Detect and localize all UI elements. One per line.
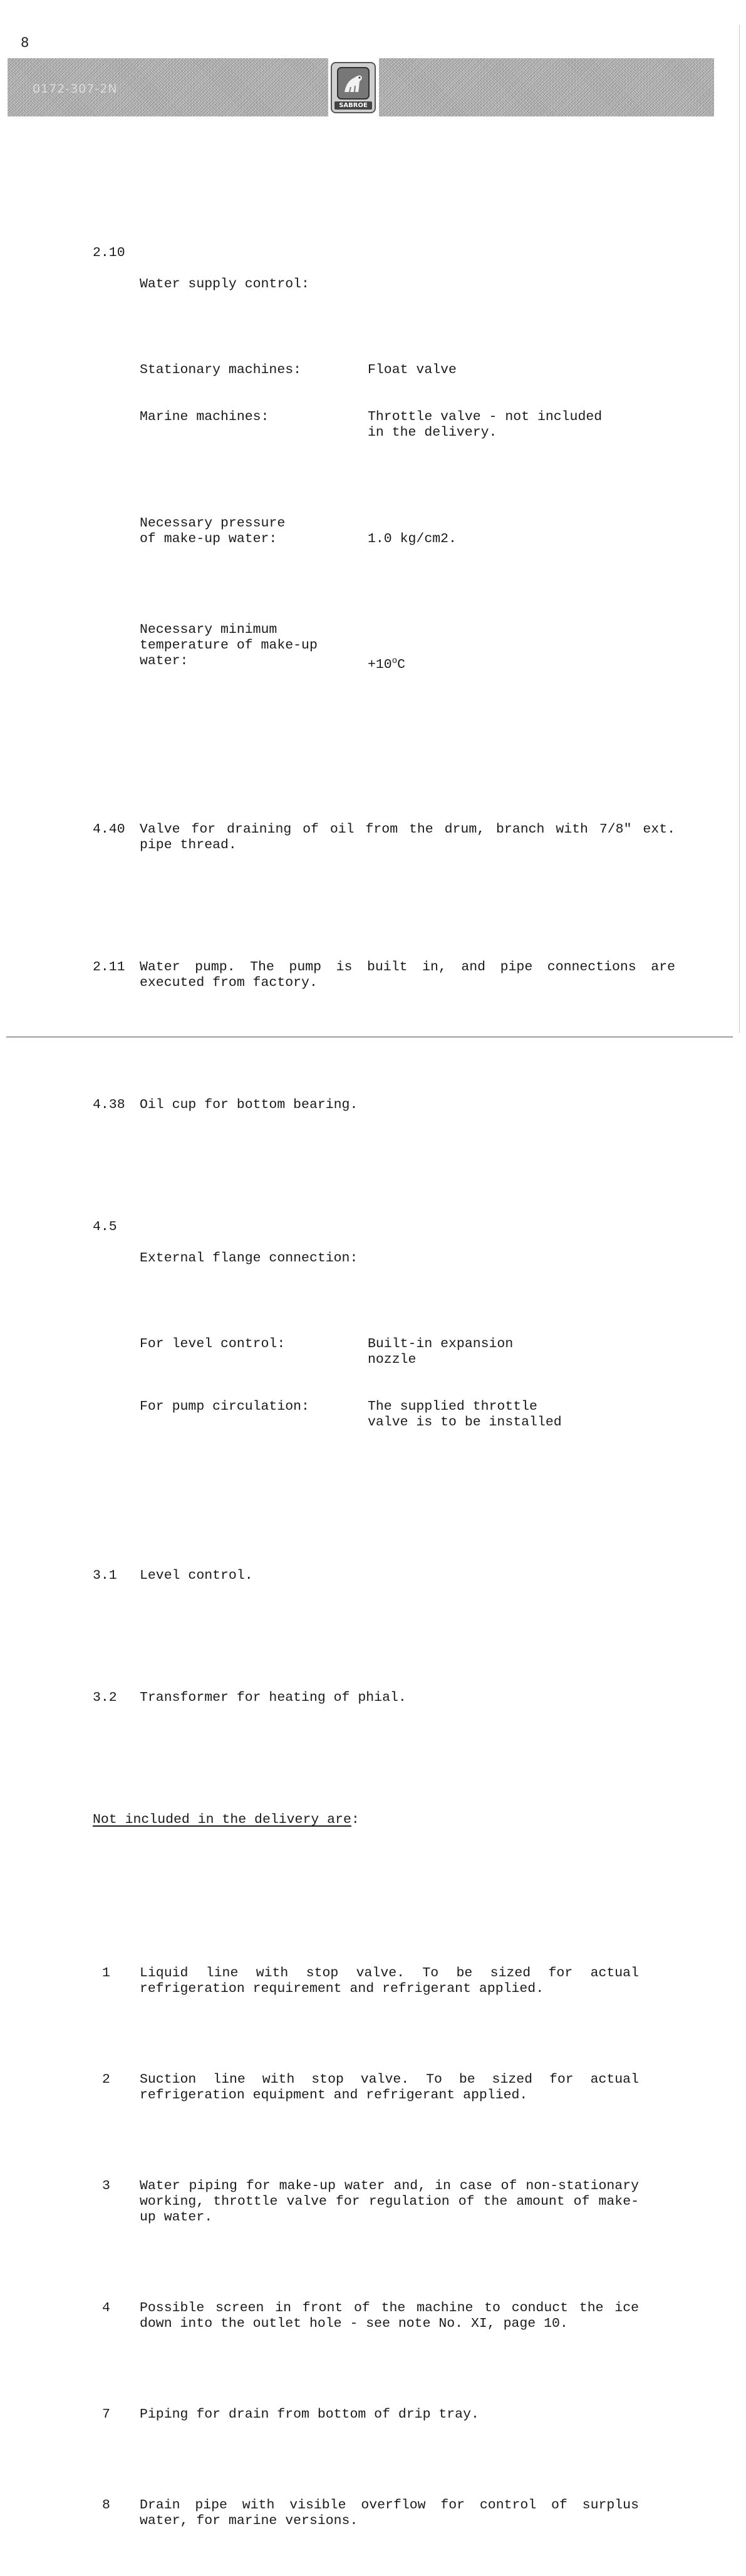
kv-label: For pump circulation: <box>140 1399 309 1415</box>
kv-row <box>140 516 675 547</box>
item-4-5 <box>93 1219 675 1462</box>
kv-row <box>140 409 675 441</box>
list-item-number: 1 <box>102 1966 110 1981</box>
item-number: 2.10 <box>93 245 125 260</box>
kv-row <box>140 1337 675 1368</box>
kv-row <box>140 1399 675 1430</box>
list-item-text: Possible screen in front of the machine to conduct the ice down into the outlet hole - see note No. XI, page 10. <box>140 2301 647 2332</box>
item-4-38 <box>93 1097 675 1113</box>
list-item-number: 3 <box>102 2178 110 2194</box>
temp-number: +10 <box>368 657 392 673</box>
not-included-list <box>93 1934 675 2560</box>
kv-value: Throttle valve - not included in the delivery. <box>368 409 603 440</box>
degree-sign: o <box>391 656 398 666</box>
document-code: 0172-307-2N <box>33 82 118 96</box>
kv-label: Marine machines: <box>140 409 269 424</box>
list-item-number: 7 <box>102 2407 110 2423</box>
list-item-number: 4 <box>102 2301 110 2316</box>
kv-value: Built-in expansion nozzle <box>368 1337 514 1368</box>
not-included-heading <box>93 1812 675 1828</box>
kv-label: For level control: <box>140 1337 286 1352</box>
list-item <box>93 2407 675 2423</box>
temp-unit: C <box>397 657 406 673</box>
list-item-text: Drain pipe with visible overflow for control of surplus water, for marine versions. <box>140 2498 647 2529</box>
list-item <box>93 2301 675 2332</box>
item-text: Oil cup for bottom bearing. <box>140 1097 358 1113</box>
list-item-text: Water piping for make-up water and, in case of non-stationary working, throttle valve for regulation of the amount of make-up water. <box>140 2178 647 2225</box>
kv-label: Necessary minimum temperature of make-up water: <box>140 622 318 669</box>
item-text: Valve for draining of oil from the drum, branch with 7/8" ext. pipe thread. <box>140 822 683 853</box>
not-included-heading-text: Not included in the delivery are <box>93 1812 351 1828</box>
section-title: Water supply control: <box>140 277 309 292</box>
item-number: 2.11 <box>93 960 125 975</box>
list-item-number: 8 <box>102 2498 110 2513</box>
item-4-40 <box>93 822 683 853</box>
item-text: Transformer for heating of phial. <box>140 1690 407 1706</box>
page-number: 8 <box>21 35 29 50</box>
logo-text: SABROE <box>334 101 372 110</box>
kv-row <box>140 362 675 378</box>
list-item-text: Piping for drain from bottom of drip tray. <box>140 2407 479 2423</box>
list-item <box>93 2178 675 2225</box>
item-number: 3.2 <box>93 1690 117 1706</box>
temperature-value <box>368 622 675 673</box>
kv-value: Float valve <box>368 362 457 377</box>
list-item <box>93 1966 675 1997</box>
right-margin-rule <box>739 25 740 1033</box>
kv-value: The supplied throttle valve is to be installed <box>368 1399 562 1430</box>
list-item-text: Liquid line with stop valve. To be sized for actual refrigeration requirement and refrigerant applied. <box>140 1966 647 1997</box>
item-number: 3.1 <box>93 1568 117 1584</box>
heading-colon: : <box>351 1812 360 1828</box>
item-text: Water pump. The pump is built in, and pipe connections are executed from factory. <box>140 960 683 991</box>
section-title: External flange connection: <box>140 1251 358 1266</box>
header-band-left <box>8 58 328 116</box>
sabroe-logo <box>331 62 376 113</box>
kv-label: Stationary machines: <box>140 362 302 377</box>
header-band-right <box>379 58 714 116</box>
list-item-number: 2 <box>102 2072 110 2088</box>
kv-label: Necessary pressure of make-up water: <box>140 516 286 547</box>
list-item <box>93 2498 675 2529</box>
polar-bear-icon <box>337 67 370 100</box>
item-3-2 <box>93 1690 675 1706</box>
item-number: 4.5 <box>93 1219 117 1235</box>
item-number: 4.40 <box>93 822 125 838</box>
kv-value: 1.0 kg/cm2. <box>368 531 457 547</box>
item-3-1 <box>93 1568 675 1584</box>
item-number: 4.38 <box>93 1097 125 1113</box>
item-text: Level control. <box>140 1568 253 1584</box>
item-2-11 <box>93 960 683 991</box>
list-item <box>93 2072 675 2103</box>
section-2-10 <box>93 245 675 704</box>
list-item-text: Suction line with stop valve. To be sized for actual refrigeration equipment and refrigerant applied. <box>140 2072 647 2103</box>
kv-row <box>140 622 675 673</box>
document-body <box>93 183 683 2576</box>
